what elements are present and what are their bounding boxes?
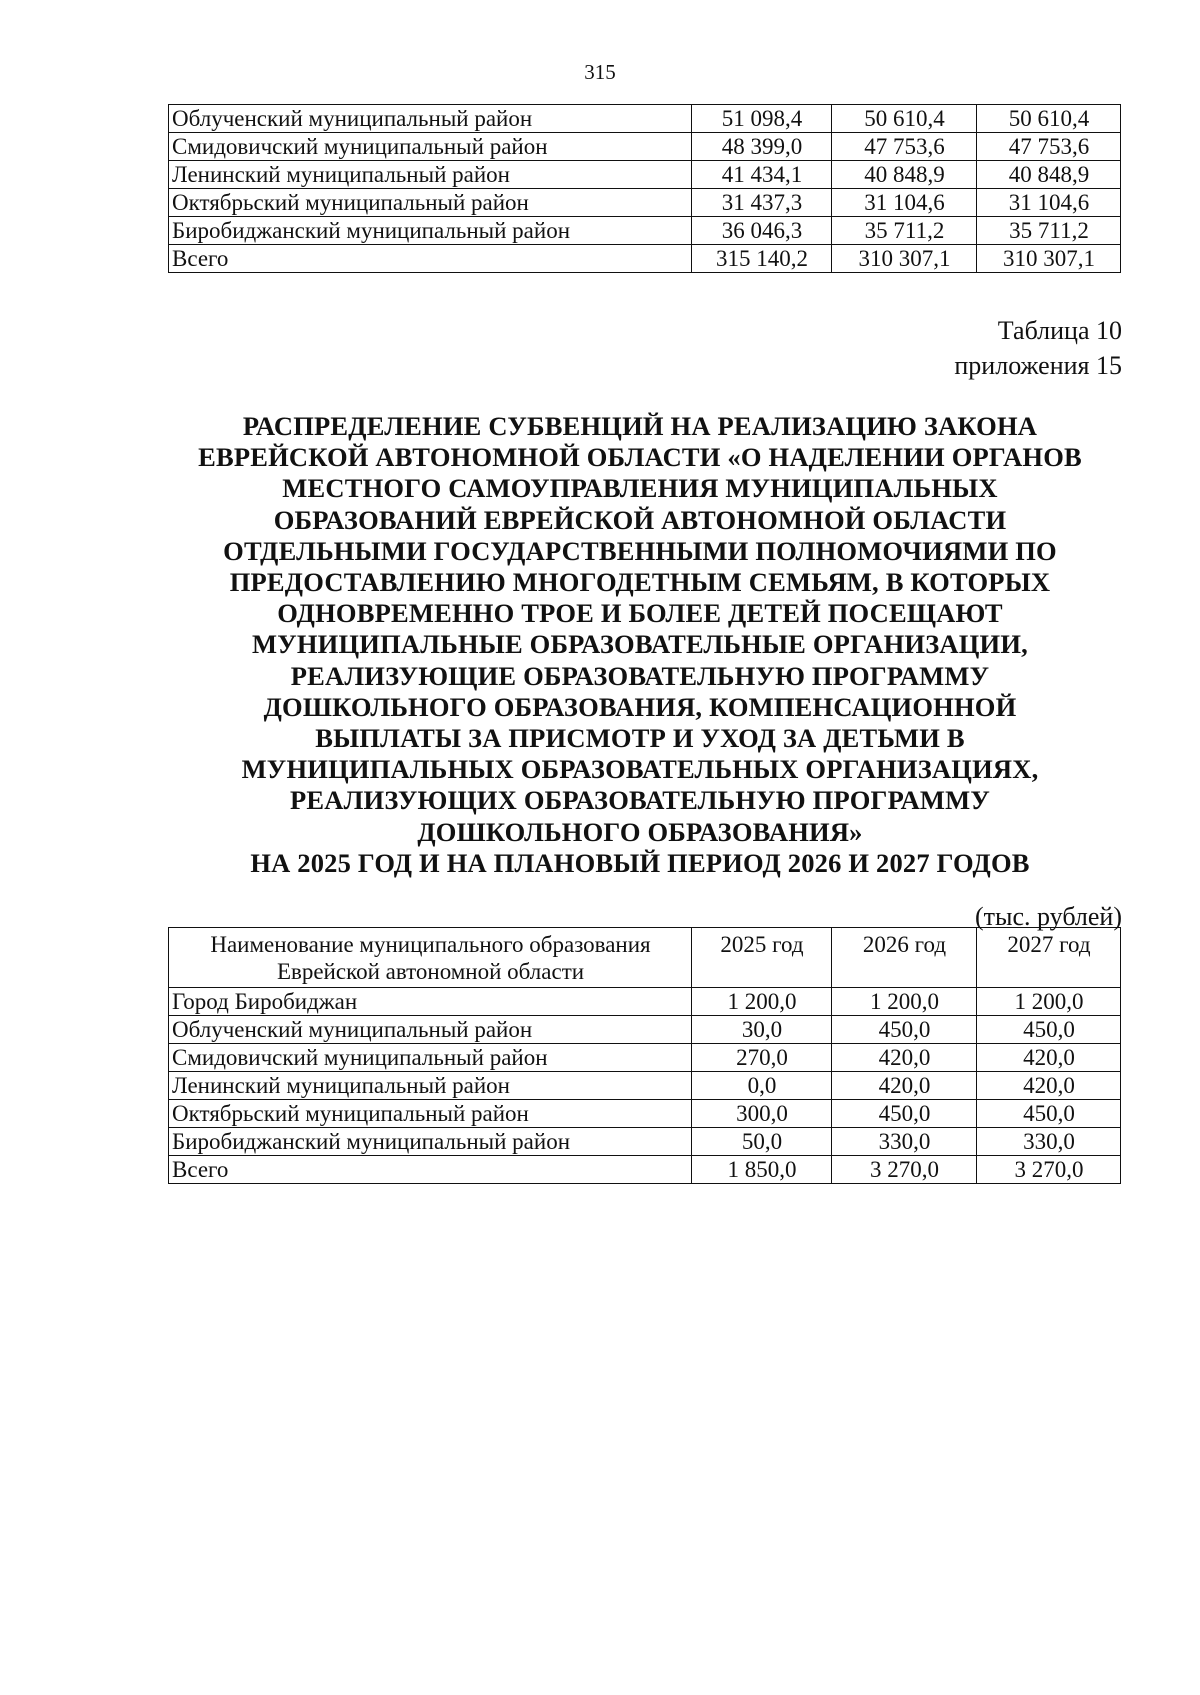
year-2027-column-header: 2027 год (977, 928, 1121, 988)
value-2026-cell: 47 753,6 (832, 133, 977, 161)
title-line: ЕВРЕЙСКОЙ АВТОНОМНОЙ ОБЛАСТИ «О НАДЕЛЕНИИ ОРГАНОВ (198, 442, 1082, 473)
value-2026-cell: 31 104,6 (832, 189, 977, 217)
title-line: ВЫПЛАТЫ ЗА ПРИСМОТР И УХОД ЗА ДЕТЬМИ В (315, 723, 965, 754)
municipality-name-cell: Ленинский муниципальный район (169, 161, 692, 189)
title-line: МУНИЦИПАЛЬНЫЕ ОБРАЗОВАТЕЛЬНЫЕ ОРГАНИЗАЦИИ, (251, 629, 1028, 660)
title-line: РАСПРЕДЕЛЕНИЕ СУБВЕНЦИЙ НА РЕАЛИЗАЦИЮ ЗАКОНА (242, 411, 1038, 441)
table-row (169, 105, 1121, 133)
value-2025-cell: 30,0 (692, 1016, 832, 1044)
table-total-row (169, 1156, 1121, 1184)
page-number: 315 (584, 60, 616, 84)
value-2026-cell: 420,0 (832, 1044, 977, 1072)
value-2025-cell: 36 046,3 (692, 217, 832, 245)
title-line: МУНИЦИПАЛЬНЫХ ОБРАЗОВАТЕЛЬНЫХ ОРГАНИЗАЦИЯХ, (241, 754, 1039, 785)
title-line: РЕАЛИЗУЮЩИХ ОБРАЗОВАТЕЛЬНУЮ ПРОГРАММУ (290, 785, 990, 816)
title-line: МЕСТНОГО САМОУПРАВЛЕНИЯ МУНИЦИПАЛЬНЫХ (282, 473, 998, 504)
continued-allocation-table (168, 104, 1121, 273)
value-2027-cell: 420,0 (977, 1044, 1121, 1072)
table-row (169, 133, 1121, 161)
value-2026-cell: 1 200,0 (832, 988, 977, 1016)
value-2027-cell: 31 104,6 (977, 189, 1121, 217)
value-2027-cell: 1 200,0 (977, 988, 1121, 1016)
table-row (169, 1128, 1121, 1156)
title-line: ОТДЕЛЬНЫМИ ГОСУДАРСТВЕННЫМИ ПОЛНОМОЧИЯМИ ПО (223, 535, 1057, 566)
value-2025-cell: 41 434,1 (692, 161, 832, 189)
municipality-name-cell: Смидовичский муниципальный район (169, 133, 692, 161)
municipality-name-cell: Смидовичский муниципальный район (169, 1044, 692, 1072)
value-2026-cell: 330,0 (832, 1128, 977, 1156)
municipality-name-cell: Облученский муниципальный район (169, 1016, 692, 1044)
municipality-name-cell: Город Биробиджан (169, 988, 692, 1016)
year-2026-column-header: 2026 год (832, 928, 977, 988)
title-line: ДОШКОЛЬНОГО ОБРАЗОВАНИЯ, КОМПЕНСАЦИОННОЙ (263, 691, 1017, 722)
year-2025-column-header: 2025 год (692, 928, 832, 988)
table-header-row (169, 928, 1121, 988)
municipality-name-cell: Биробиджанский муниципальный район (169, 1128, 692, 1156)
value-2025-cell: 1 200,0 (692, 988, 832, 1016)
value-2026-cell: 420,0 (832, 1072, 977, 1100)
value-2026-cell: 35 711,2 (832, 217, 977, 245)
value-2027-cell: 47 753,6 (977, 133, 1121, 161)
municipality-name-cell: Биробиджанский муниципальный район (169, 217, 692, 245)
title-line: НА 2025 ГОД И НА ПЛАНОВЫЙ ПЕРИОД 2026 И 2027 ГОДОВ (250, 847, 1030, 878)
value-2026-cell: 50 610,4 (832, 105, 977, 133)
table-row (169, 1016, 1121, 1044)
total-2027-cell: 3 270,0 (977, 1156, 1121, 1184)
table-row (169, 161, 1121, 189)
title-line: РЕАЛИЗУЮЩИЕ ОБРАЗОВАТЕЛЬНУЮ ПРОГРАММУ (290, 660, 990, 691)
value-2027-cell: 450,0 (977, 1100, 1121, 1128)
appendix-number-label: приложения 15 (954, 351, 1122, 380)
value-2025-cell: 270,0 (692, 1044, 832, 1072)
table-row (169, 1100, 1121, 1128)
value-2025-cell: 31 437,3 (692, 189, 832, 217)
title-line: ОДНОВРЕМЕННО ТРОЕ И БОЛЕЕ ДЕТЕЙ ПОСЕЩАЮТ (277, 598, 1003, 629)
header-line: Еврейской автономной области (276, 959, 585, 984)
value-2027-cell: 330,0 (977, 1128, 1121, 1156)
municipality-name-cell: Октябрьский муниципальный район (169, 1100, 692, 1128)
total-2026-cell: 3 270,0 (832, 1156, 977, 1184)
value-2025-cell: 300,0 (692, 1100, 832, 1128)
title-line: ПРЕДОСТАВЛЕНИЮ МНОГОДЕТНЫМ СЕМЬЯМ, В КОТОРЫХ (229, 567, 1051, 598)
total-label-cell: Всего (169, 245, 692, 273)
title-line: ОБРАЗОВАНИЙ ЕВРЕЙСКОЙ АВТОНОМНОЙ ОБЛАСТИ (273, 504, 1007, 535)
value-2025-cell: 0,0 (692, 1072, 832, 1100)
value-2026-cell: 450,0 (832, 1016, 977, 1044)
header-line: Наименование муниципального образования (210, 932, 651, 957)
table-total-row (169, 245, 1121, 273)
value-2027-cell: 420,0 (977, 1072, 1121, 1100)
value-2026-cell: 450,0 (832, 1100, 977, 1128)
municipality-name-cell: Облученский муниципальный район (169, 105, 692, 133)
municipality-column-header (169, 928, 692, 988)
total-2025-cell: 1 850,0 (692, 1156, 832, 1184)
table-row (169, 1072, 1121, 1100)
value-2027-cell: 450,0 (977, 1016, 1121, 1044)
total-2025-cell: 315 140,2 (692, 245, 832, 273)
total-2027-cell: 310 307,1 (977, 245, 1121, 273)
municipality-name-cell: Ленинский муниципальный район (169, 1072, 692, 1100)
value-2025-cell: 50,0 (692, 1128, 832, 1156)
table-row (169, 217, 1121, 245)
subvention-allocation-table (168, 927, 1121, 1184)
table-number-label: Таблица 10 (997, 316, 1122, 345)
value-2026-cell: 40 848,9 (832, 161, 977, 189)
value-2025-cell: 48 399,0 (692, 133, 832, 161)
value-2025-cell: 51 098,4 (692, 105, 832, 133)
document-title (150, 411, 1130, 879)
title-line: ДОШКОЛЬНОГО ОБРАЗОВАНИЯ» (417, 816, 863, 847)
municipality-name-cell: Октябрьский муниципальный район (169, 189, 692, 217)
value-2027-cell: 40 848,9 (977, 161, 1121, 189)
total-2026-cell: 310 307,1 (832, 245, 977, 273)
table-row (169, 189, 1121, 217)
value-2027-cell: 50 610,4 (977, 105, 1121, 133)
table-row (169, 1044, 1121, 1072)
table-row (169, 988, 1121, 1016)
units-label: (тыс. рублей) (974, 902, 1122, 931)
total-label-cell: Всего (169, 1156, 692, 1184)
value-2027-cell: 35 711,2 (977, 217, 1121, 245)
